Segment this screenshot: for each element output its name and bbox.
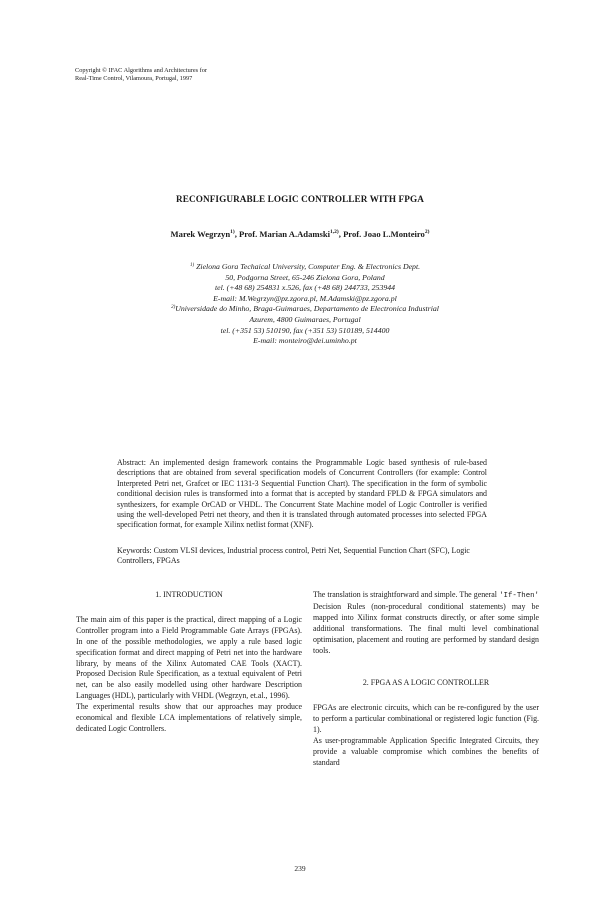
intro-paragraph-3 (313, 590, 539, 656)
affiliation-1-address: 50, Podgorna Street, 65-246 Zielona Gora, Poland (225, 272, 385, 282)
intro-paragraph-3-text-a: The translation is straightforward and simple. The general (313, 590, 500, 599)
author-list: Marek Wegrzyn$^{1)}$, Prof. Marian A.Adamski$^{1,2)}$, Prof. Joao L.Monteiro$^{2)}$ (170, 229, 430, 239)
paper-title: RECONFIGURABLE LOGIC CONTROLLER WITH FPGA (176, 194, 424, 204)
affiliation-2-institution: Universidade do Minho, Braga-Guimaraes, Departamento de Electronica Industrial (175, 304, 439, 314)
intro-paragraph-1: The main aim of this paper is the practical, direct mapping of a Logic Controller program into a Field Programmable Gate Arrays (FPGAs). In one of the possible methodologies, we apply a rule based logic specification format and direct mapping of Petri net into the hardware library, by means of the Xilinx Automated CAE Tools (XACT). Proposed Decision Rule Specification, as a textual equivalent of Petri net, can be also easily modelled using other hardware Description Languages (HDL), particularly with VHDL (Wegrzyn, et.al., 1996). (76, 614, 302, 701)
author-affiliation-mark: 1,2) (330, 229, 339, 235)
affiliation-1-line (155, 262, 455, 273)
intro-paragraph-2: The experimental results show that our approaches may produce economical and flexible LCA implementations of relatively simple, dedicated Logic Controllers. (76, 702, 302, 733)
abstract: Abstract: An implemented design framework contains the Programmable Logic based synthesis of rule-based descriptions that are obtained from several specification models of Concurrent Controllers (for example: Control Interpreted Petri net, Grafcet or IEC 1131-3 Sequential Function Chart). The specification in the form of symbolic conditional decision rules is transformed into a format that is accepted by standard FPLD & FPGA simulators and synthesizers, for example OrCAD or VHDL. The Concurrent State Machine model of Logic Controller is verified using the well-developed Petri net theory, and then it is translated through automated processes into selected FPGA specification format, for example Xilinx netlist format (XNF). (117, 458, 487, 530)
keywords: Keywords: Custom VLSI devices, Industrial process control, Petri Net, Sequential Function Chart (SFC), Logic Controllers, FPGAs (117, 546, 470, 566)
section-2-heading: 2. FPGA AS A LOGIC CONTROLLER (362, 678, 490, 688)
author-affiliation-mark: 1) (230, 229, 235, 235)
affiliation-2-phone: tel. (+351 53) 510190, fax (+351 53) 510189, 514400 (220, 325, 390, 335)
affiliation-2-mark: 2) (171, 305, 176, 311)
affiliation-1-institution: Zielona Gora Techaical University, Computer Eng. & Electronics Dept. (196, 262, 421, 271)
author-name: Prof. Marian A.Adamski (239, 229, 331, 239)
affiliation-2-email: E-mail: monteiro@dei.uminho.pt (253, 336, 357, 346)
section-2-paragraph-1: FPGAs are electronic circuits, which can be re-configured by the user to perform a particular combinational or registered logic function (Fig. 1). (313, 703, 539, 735)
affiliation-1-mark: 1) (189, 263, 195, 268)
section-2-paragraph-2: As user-programmable Application Specific Integrated Circuits, they provide a valuable compromise which combines the benefits of standard (313, 736, 539, 767)
affiliation-1-phone: tel. (+48 68) 254831 x.526, fax (+48 68) 244733, 253944 (214, 283, 396, 293)
affiliation-1-email: E-mail: M.Wegrzyn@pz.zgora.pl, M.Adamski@pz.zgora.pl (213, 293, 397, 303)
section-1-heading: 1. INTRODUCTION (155, 590, 223, 599)
affiliations-block (155, 262, 455, 347)
copyright-notice (75, 67, 335, 83)
affiliation-2-line (155, 304, 455, 315)
right-column (313, 590, 539, 769)
page-number: 239 (294, 864, 306, 873)
intro-paragraph-3-text-b: Decision Rules (non-procedural conditional statements) may be mapped into Xilinx format constructs directly, or after some simple additional transformations. The final multi level combinational optimisation, placement and routing are performed by standard design tools. (313, 601, 539, 655)
author-name: Prof. Joao L.Monteiro (343, 229, 425, 239)
copyright-line-1: Copyright © IFAC Algorithms and Architectures for (75, 67, 207, 74)
if-then-code: 'If-Then' (499, 592, 539, 600)
affiliation-2-address: Azurem, 4800 Guimaraes, Portugal (249, 314, 361, 324)
copyright-line-2: Real-Time Control, Vilamoura, Portugal, 1997 (75, 75, 193, 82)
author-name: Marek Wegrzyn (170, 229, 231, 239)
left-column (76, 590, 302, 735)
author-affiliation-mark: 2) (424, 229, 430, 235)
